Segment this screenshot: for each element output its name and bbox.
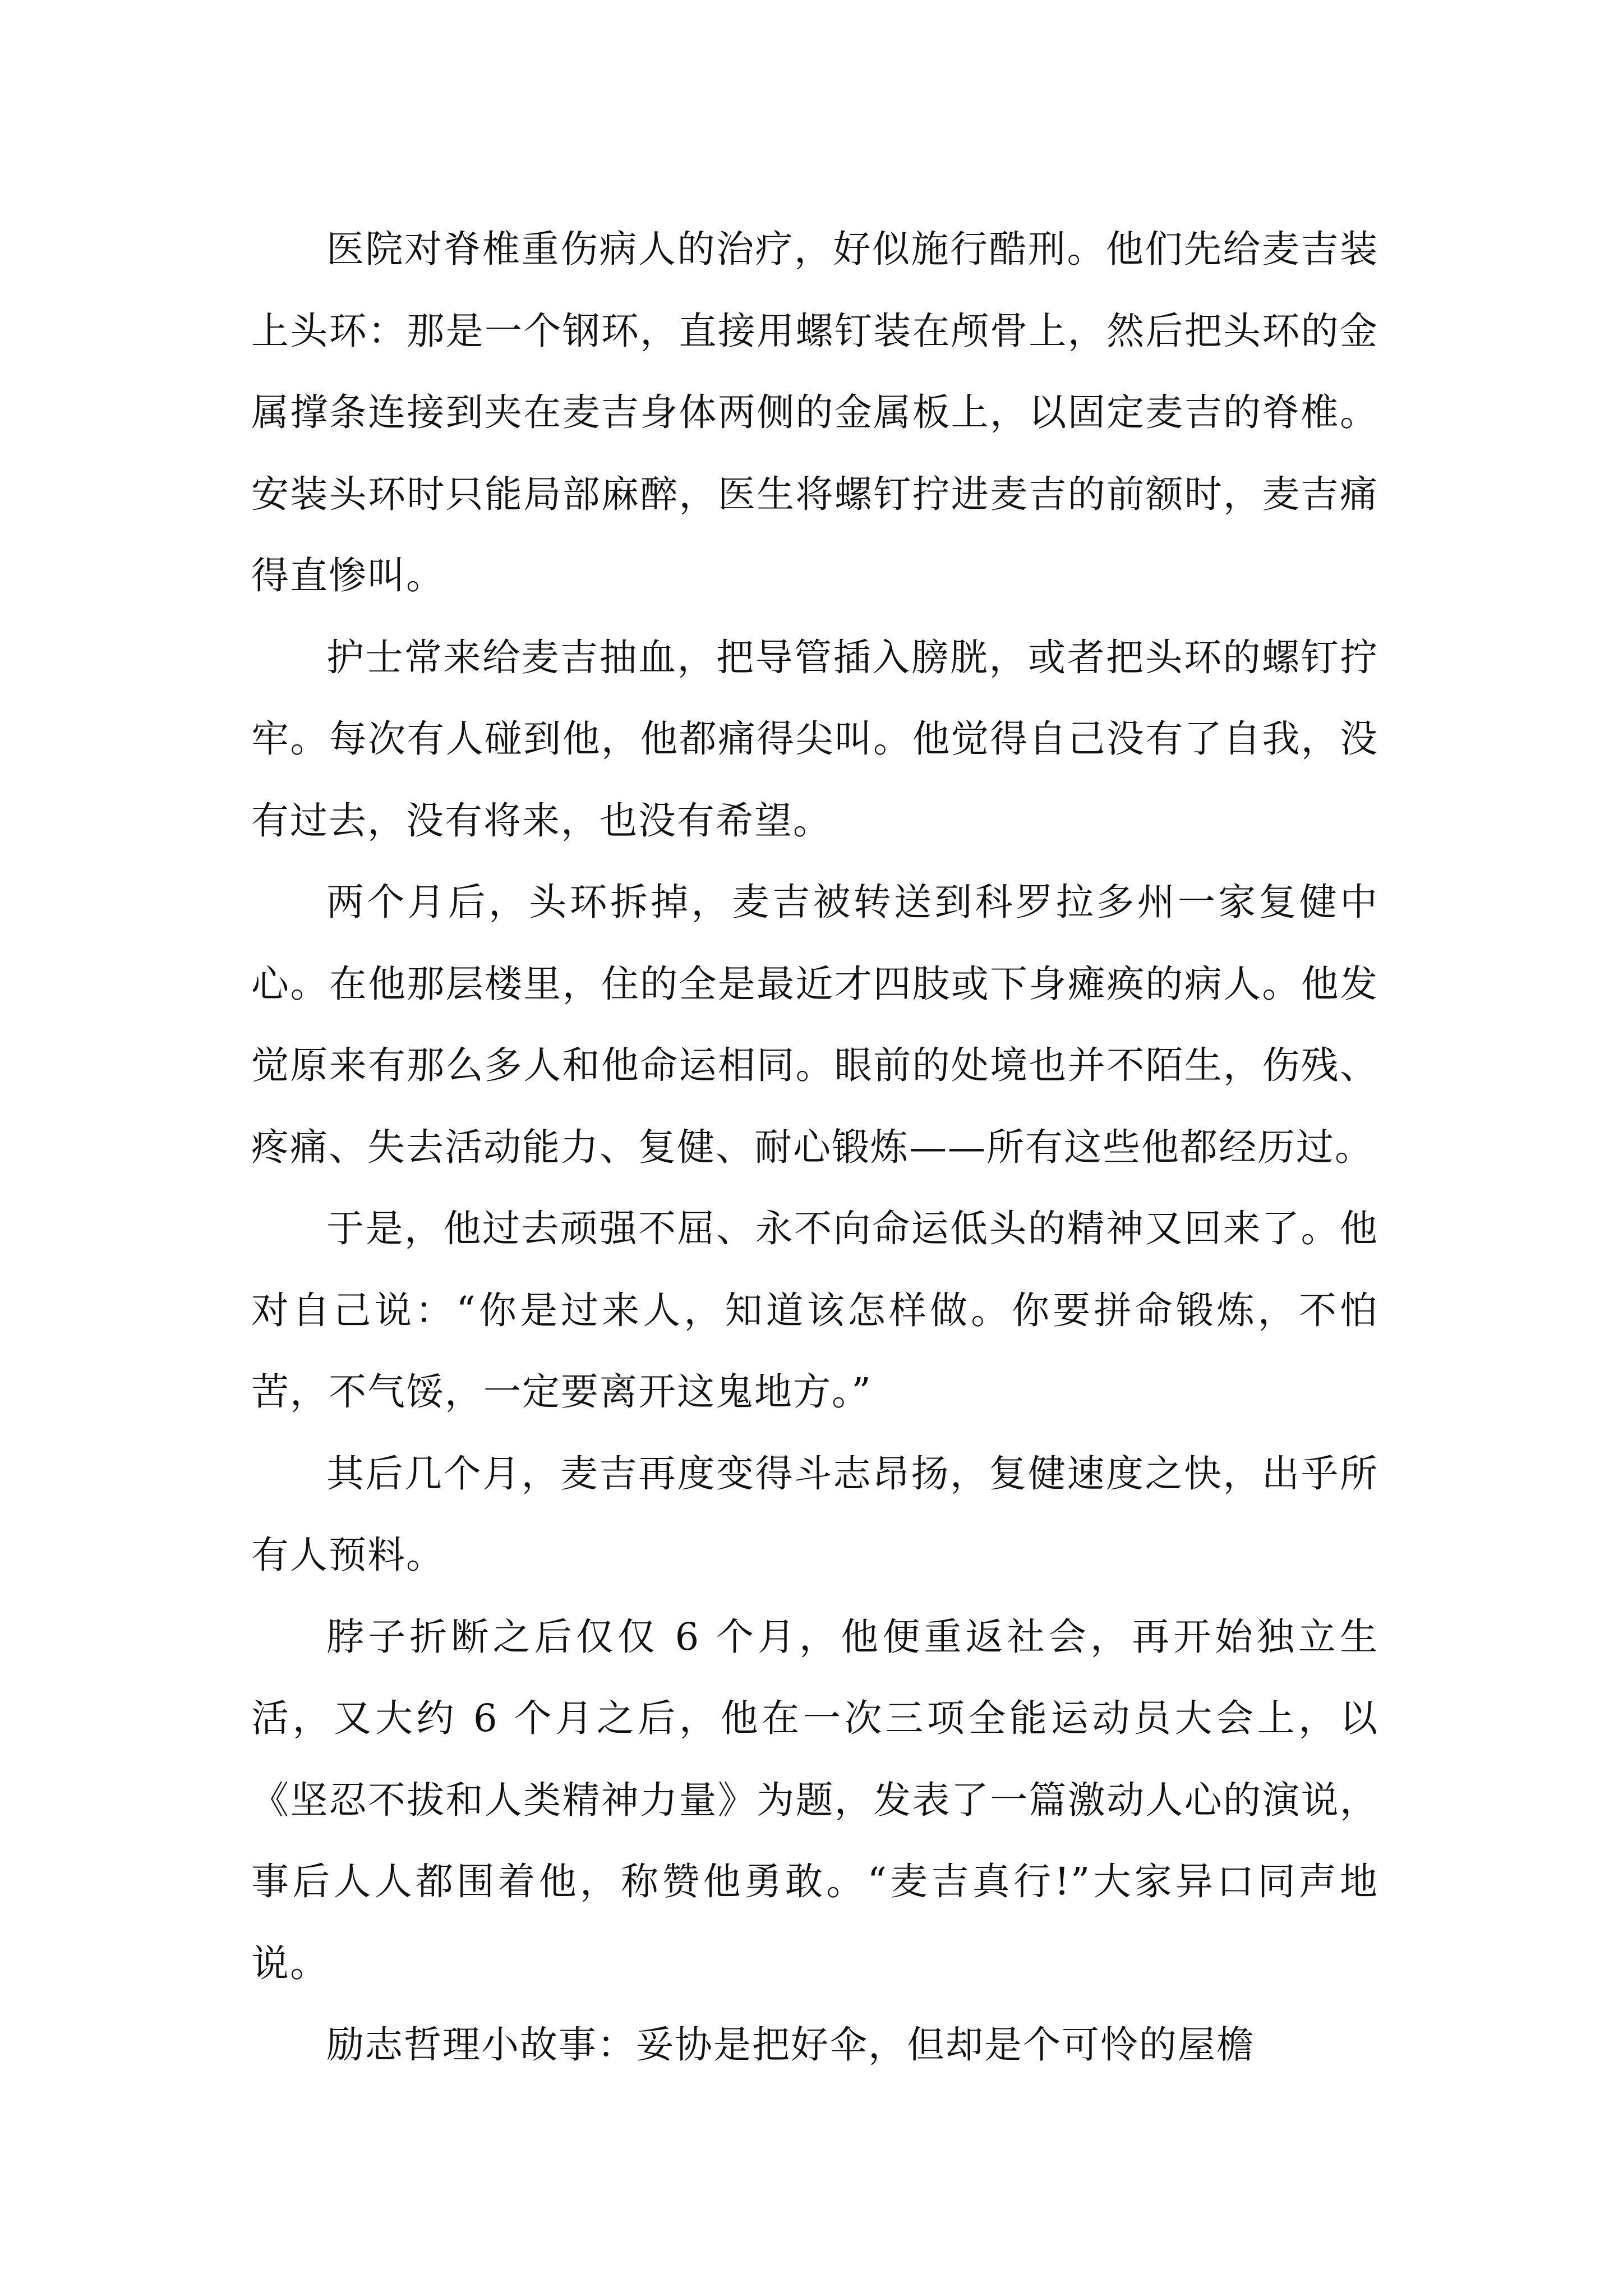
paragraph-4: 于是，他过去顽强不屈、永不向命运低头的精神又回来了。他对自己说：“你是过来人，知道该怎样做。你要拼命锻炼，不怕苦，不气馁，一定要离开这鬼地方。” [251,1207,1378,1414]
paragraph-5: 其后几个月，麦吉再度变得斗志昂扬，复健速度之快，出乎所有人预料。 [251,1451,1378,1577]
document-body [251,209,1378,2086]
paragraph-6: 脖子折断之后仅仅 6 个月，他便重返社会，再开始独立生活，又大约 6 个月之后，他在一次三项全能运动员大会上，以《坚忍不拔和人类精神力量》为题，发表了一篇激动人心的演说，事后人人都围着他，称赞他勇敢。“麦吉真行!”大家异口同声地说。 [251,1614,1378,1985]
paragraph-7: 励志哲理小故事：妥协是把好伞，但却是个可怜的屋檐 [326,2023,1255,2067]
paragraph-3: 两个月后，头环拆掉，麦吉被转送到科罗拉多州一家复健中心。在他那层楼里，住的全是最近才四肢或下身瘫痪的病人。他发觉原来有那么多人和他命运相同。眼前的处境也并不陌生，伤残、疼痛、失去活动能力、复健、耐心锻炼——所有这些他都经历过。 [251,880,1378,1169]
paragraph-2: 护士常来给麦吉抽血，把导管插入膀胱，或者把头环的螺钉拧牢。每次有人碰到他，他都痛得尖叫。他觉得自己没有了自我，没有过去，没有将来，也没有希望。 [251,635,1378,843]
paragraph-1: 医院对脊椎重伤病人的治疗，好似施行酷刑。他们先给麦吉装上头环：那是一个钢环，直接用螺钉装在颅骨上，然后把头环的金属撑条连接到夹在麦吉身体两侧的金属板上，以固定麦吉的脊椎。安装头环时只能局部麻醉，医生将螺钉拧进麦吉的前额时，麦吉痛得直惨叫。 [251,227,1378,597]
